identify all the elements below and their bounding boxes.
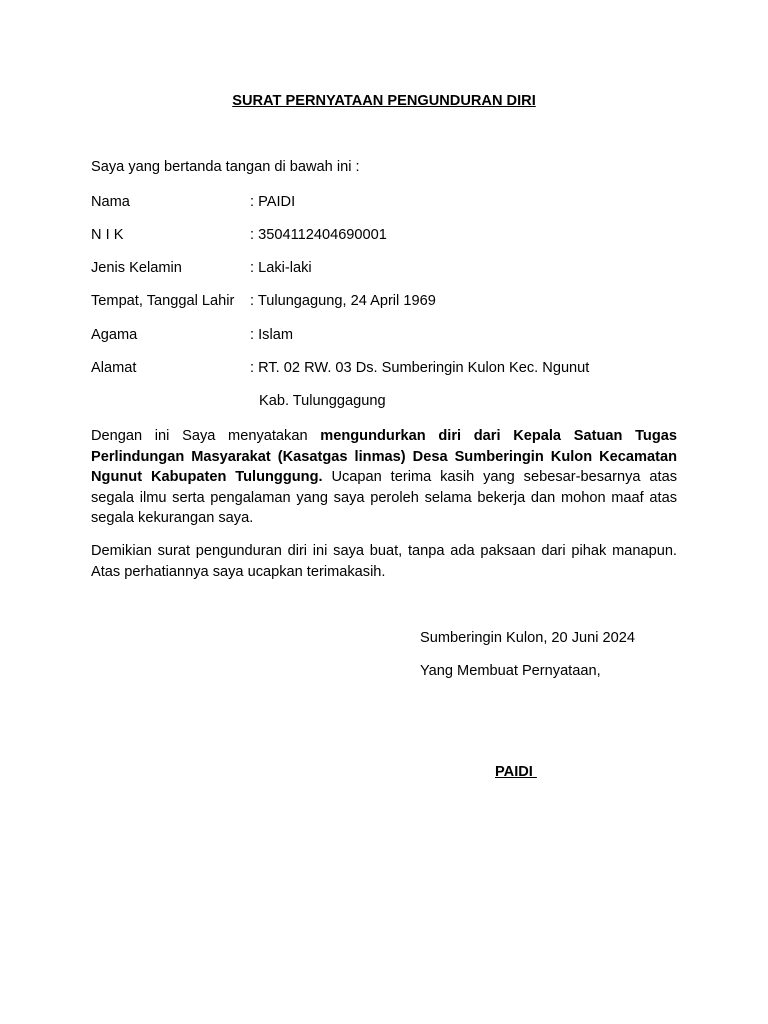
field-value: : 3504112404690001 [250, 227, 387, 243]
field-value: : Tulungagung, 24 April 1969 [250, 293, 436, 309]
statement-paragraph [91, 426, 677, 529]
field-row-jenis-kelamin [91, 260, 691, 280]
field-row-ttl [91, 293, 691, 313]
field-label: Nama [91, 194, 130, 210]
field-value: : PAIDI [250, 194, 296, 210]
field-label: Jenis Kelamin [91, 260, 182, 276]
field-label: N I K [91, 227, 124, 243]
intro-text: Saya yang bertanda tangan di bawah ini : [91, 159, 360, 175]
signature-role: Yang Membuat Pernyataan, [420, 663, 601, 679]
document-title: SURAT PERNYATAAN PENGUNDURAN DIRI [232, 93, 536, 109]
field-value: : Islam [250, 327, 293, 343]
field-row-nama [91, 194, 691, 214]
statement-bold: mengundurkan diri dari Kepala Satuan Tugas Perlindungan Masyarakat (Kasatgas linmas) Desa Sumberingin Kulon Kecamatan Ngunut Kabupaten Tulunggung. [91, 428, 677, 485]
field-label: Tempat, Tanggal Lahir [91, 293, 235, 309]
statement-lead: Dengan ini Saya menyatakan [91, 428, 321, 444]
address-continuation: Kab. Tulunggagung [259, 393, 386, 409]
field-row-alamat [91, 360, 691, 380]
field-value: : Laki-laki [250, 260, 312, 276]
statement-tail: Ucapan terima kasih yang sebesar-besarnya atas segala ilmu serta pengalaman yang saya peroleh selama bekerja dan mohon maaf atas segala kekurangan saya. [91, 469, 677, 526]
field-value: : RT. 02 RW. 03 Ds. Sumberingin Kulon Kec. Ngunut [250, 360, 590, 376]
field-row-agama [91, 327, 691, 347]
closing-paragraph: Demikian surat pengunduran diri ini saya buat, tanpa ada paksaan dari pihak manapun. Atas perhatiannya saya ucapkan terimakasih. [91, 543, 677, 580]
signature-place-date: Sumberingin Kulon, 20 Juni 2024 [420, 630, 636, 646]
field-row-nik [91, 227, 691, 247]
field-label: Alamat [91, 360, 137, 376]
field-label: Agama [91, 327, 138, 343]
signature-name: PAIDI [495, 764, 537, 780]
